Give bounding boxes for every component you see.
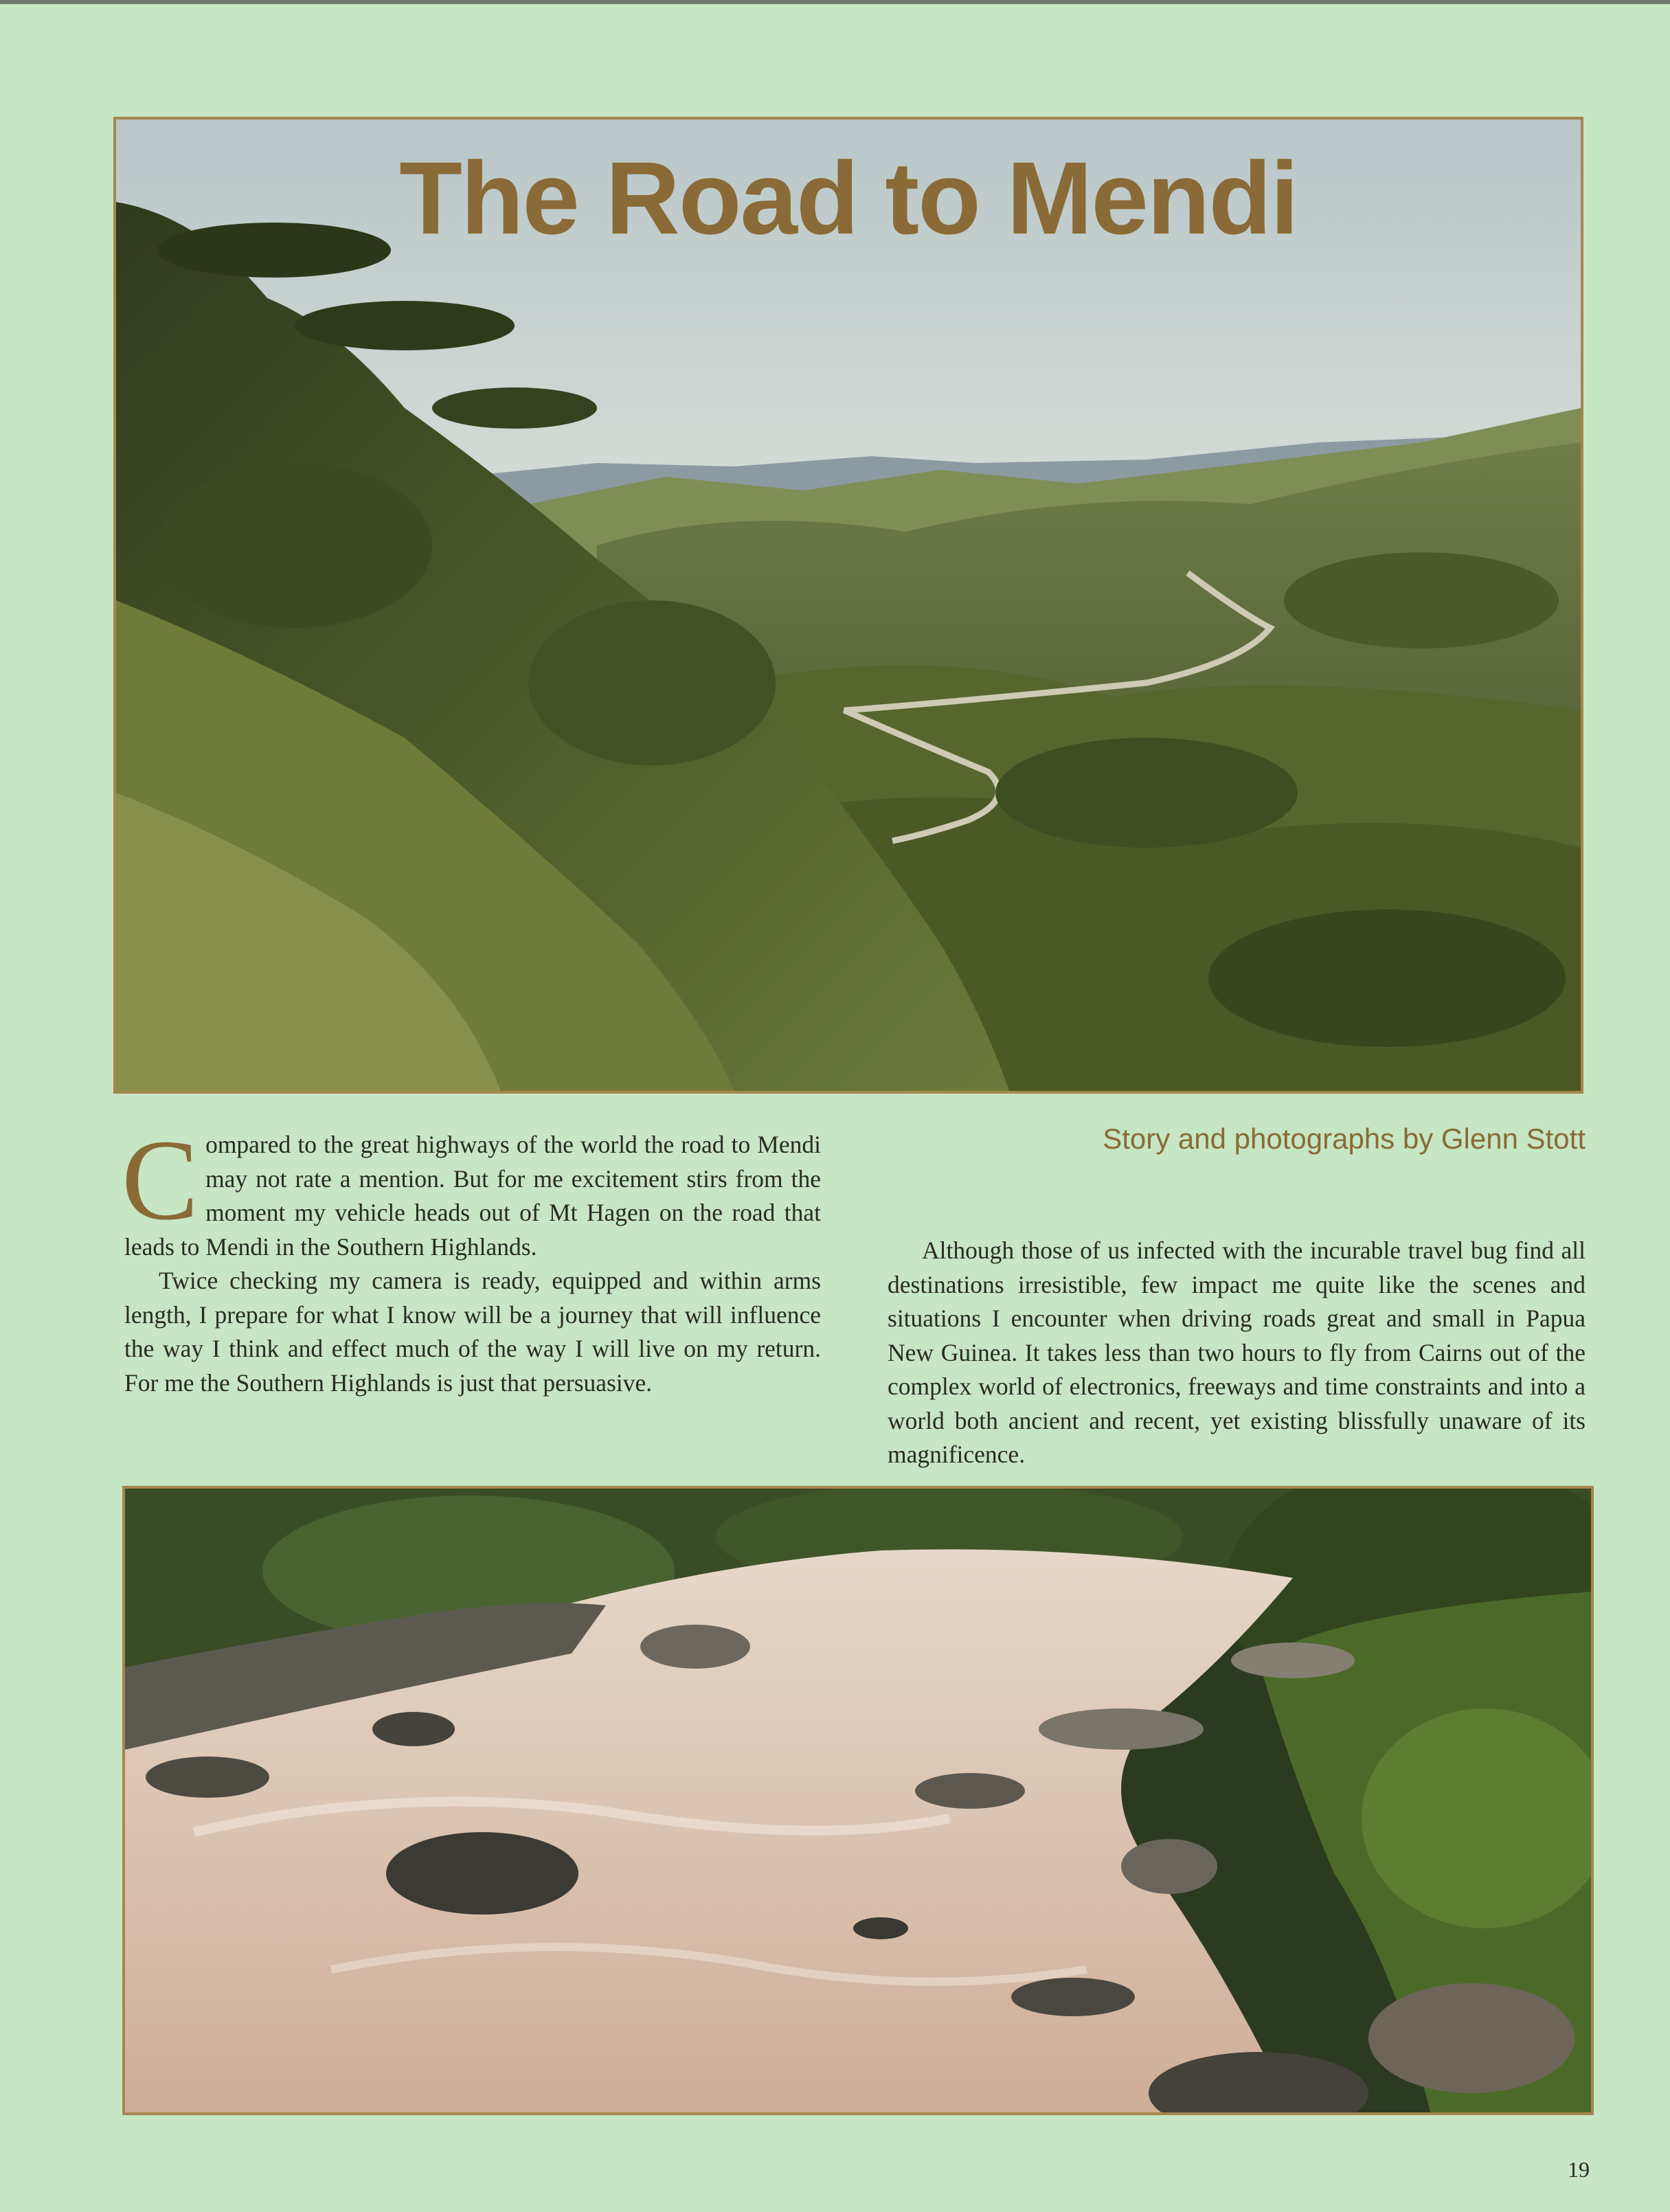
valley-landscape-image bbox=[116, 120, 1581, 1091]
paragraph-2: Twice checking my camera is ready, equipped and within arms length, I prepare for what I know will be a journey that will influence the way I think and effect much of the way I will live on my return. For me the Southern Highlands is just that persuasive. bbox=[124, 1267, 821, 1397]
drop-cap: C bbox=[122, 1116, 199, 1244]
article-title: The Road to Mendi bbox=[399, 140, 1298, 256]
byline: Story and photographs by Glenn Stott bbox=[1103, 1122, 1586, 1155]
river-photo bbox=[122, 1486, 1594, 2115]
text-column-right bbox=[888, 1234, 1586, 1472]
hero-photo-valley bbox=[113, 117, 1583, 1094]
text-column-left bbox=[122, 1116, 821, 1400]
river-rapids-image bbox=[125, 1489, 1591, 2112]
paragraph-1 bbox=[122, 1116, 821, 1264]
top-rule bbox=[0, 0, 1670, 4]
paragraph-1-text: ompared to the great highways of the world the road to Mendi may not rate a mention. But for me excitement stirs from the moment my vehicle heads out of Mt Hagen on the road that leads to Mendi in the Southern Highlands. bbox=[124, 1131, 821, 1261]
page-number: 19 bbox=[1568, 2157, 1590, 2182]
paragraph-3: Although those of us infected with the incurable travel bug find all destinations irresistible, few impact me quite like the scenes and situations I encounter when driving roads great and small in Papua New Guinea. It takes less than two hours to fly from Cairns out of the complex world of electronics, freeways and time constraints and into a world both ancient and recent, yet existing blissfully unaware of its magnificence. bbox=[888, 1237, 1586, 1468]
